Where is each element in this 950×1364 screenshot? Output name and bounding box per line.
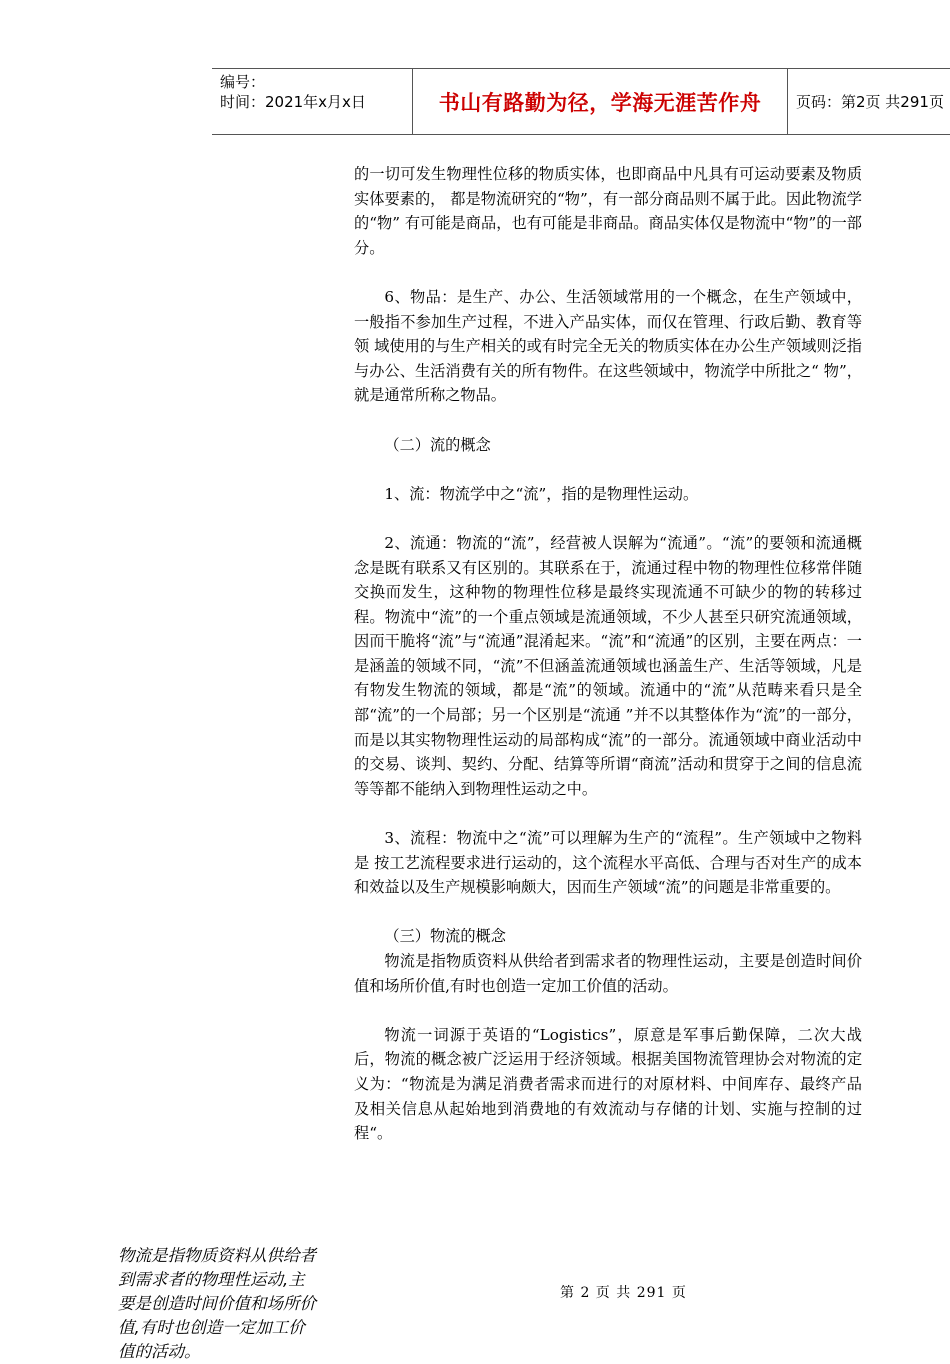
body-text — [354, 162, 862, 1170]
section-heading: （二）流的概念 — [384, 435, 491, 454]
paragraph: 3、流程：物流中之“流”可以理解为生产的“流程”。生产领域中之物料是 按工艺流程要求进行运动的，这个流程水平高低、合理与否对生产的成本 和效益以及生产规模影响颇大，因而生产领域“流”的问题是非常重要的。 — [354, 829, 862, 897]
paragraph: 2、流通：物流的“流”，经营被人误解为“流通”。“流”的要领和流通概 念是既有联系又有区别的。其联系在于，流通过程中物的物理性位移常伴随交换而发生，这种物的物理性位移是最终实现流通不可缺少的物的转移过程。物流中“流”的一个重点领域是流通领域，不少人甚至只研究流通领域，因而干脆将“流”与“流通”混淆起来。“流”和“流通”的区别，主要在两点：一是涵盖的领域不同，“流”不但涵盖流通领域也涵盖生产、生活等领域，凡是有物发生物流的领域，都是“流”的领域。流通中的“流”从范畴来看只是全部“流”的一个局部；另一个区别是“流通 ”并不以其整体作为“流”的一部分，而是以其实物物理性运动的局部构成“流”的一部分。流通领域中商业活动中的交易、谈判、契约、分配、结算等所谓“商流”活动和贯穿于之间的信息流等等都不能纳入到物理性运动之中。 — [354, 533, 862, 798]
paragraph: 1、流：物流学中之“流”，指的是物理性运动。 — [384, 484, 699, 503]
header-number-label: 编号： — [220, 73, 266, 91]
paragraph: 物流一词源于英语的“Logistics”，原意是军事后勤保障，二次大战后，物流的概念被广泛运用于经济领域。根据美国物流管理协会对物流的定义为：“物流是为满足消费者需求而进行的对原材料、中间库存、最终产品及相关信息从起始地到消费地的有效流动与存储的计划、实施与控制的过程“。 — [354, 1025, 862, 1143]
header-motto: 书山有路勤为径，学海无涯苦作舟 — [413, 69, 788, 134]
margin-note: 物流是指物质资料从供给者到需求者的物理性运动,主要是创造时间价值和场所价值,有时也创造一定加工价值的活动。 — [118, 1246, 316, 1361]
footer-page-number: 第 2 页 共 291 页 — [560, 1285, 687, 1301]
section-heading: （三）物流的概念 — [384, 927, 506, 946]
header-date-label: 时间：2021年x月x日 — [220, 93, 366, 111]
header-page-label: 页码：第2页 共291页 — [796, 93, 944, 111]
paragraph: 6、物品：是生产、办公、生活领域常用的一个概念，在生产领域中，一般指不参加生产过程，不进入产品实体，而仅在管理、行政后勤、教育等领 域使用的与生产相关的或有时完全无关的物质实体在办公生产领域则泛指与办公、生活消费有关的所有物件。在这些领域中，物流学中所批之“ 物”，就是通常所称之物品。 — [354, 287, 862, 405]
header-meta — [212, 69, 413, 134]
paragraph: 物流是指物质资料从供给者到需求者的物理性运动，主要是创造时间价值和场所价值,有时也创造一定加工价值的活动。 — [354, 952, 862, 995]
page-header — [212, 68, 950, 135]
paragraph: 的一切可发生物理性位移的物质实体，也即商品中凡具有可运动要素及物质实体要素的， 都是物流研究的“物”，有一部分商品则不属于此。因此物流学的“物” 有可能是商品，也有可能是非商品。商品实体仅是物流中“物”的一部分。 — [354, 165, 862, 257]
